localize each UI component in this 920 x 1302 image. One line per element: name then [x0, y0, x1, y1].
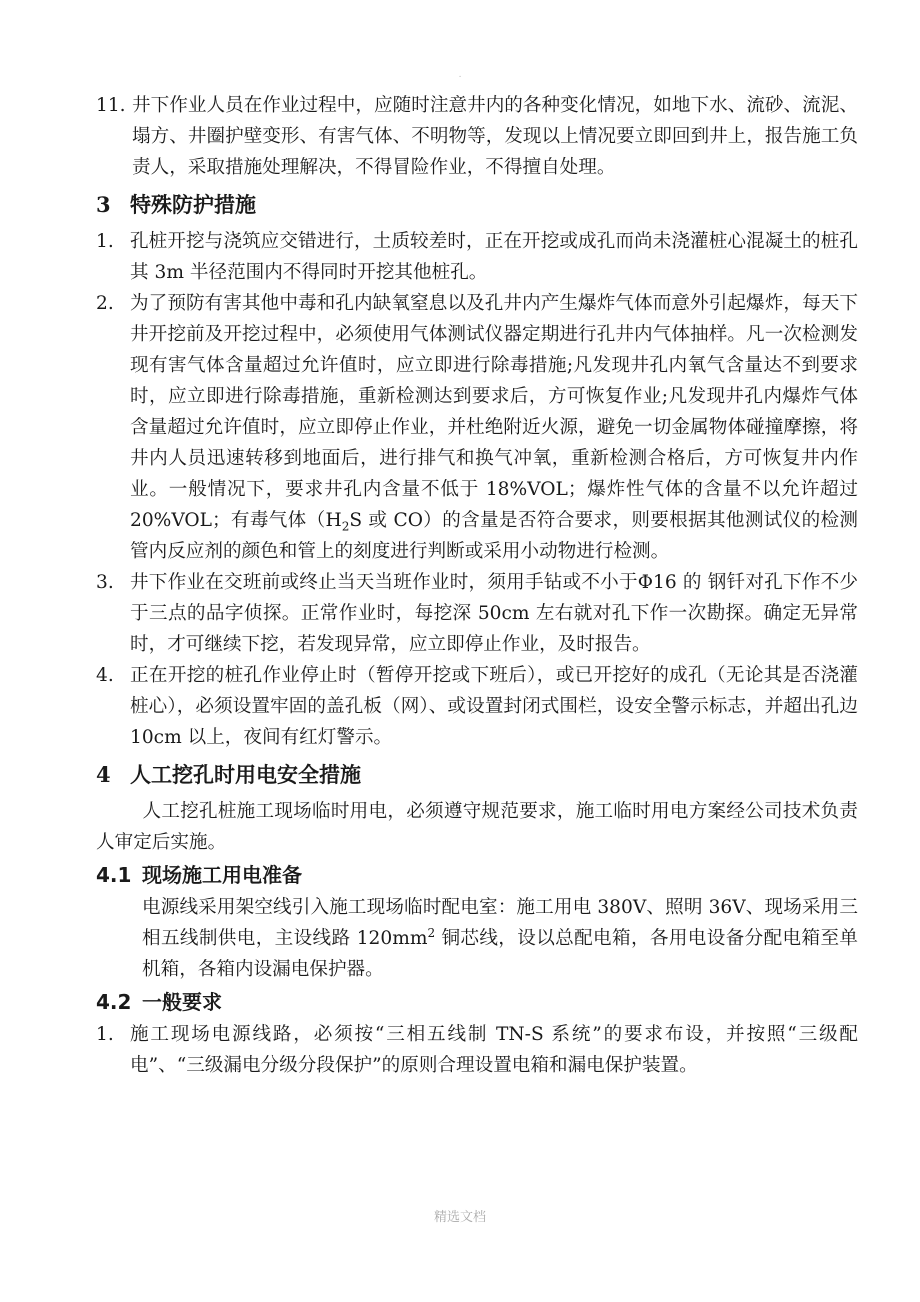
list-item — [96, 660, 858, 753]
page-footer: 精选文档 — [433, 1210, 486, 1225]
section-title: 一般要求 — [142, 990, 222, 1014]
section-title: 人工挖孔时用电安全措施 — [130, 762, 361, 787]
paragraph-part: 铜芯线，设以总配电箱，各用电设备分配电箱至单机箱，各箱内设漏电保护器。 — [142, 928, 858, 980]
list-item — [96, 226, 858, 288]
section-number: 4 — [96, 762, 111, 787]
section-4-heading — [96, 756, 858, 794]
section-4-1-paragraph — [96, 892, 858, 985]
list-number: 3. — [96, 572, 114, 593]
section-number: 3 — [96, 192, 111, 217]
section-3-heading — [96, 186, 858, 224]
subscript: 2 — [341, 519, 350, 534]
header-mark: . — [458, 70, 462, 80]
list-number: 2. — [96, 293, 114, 314]
section-title: 特殊防护措施 — [130, 192, 256, 217]
section-number: 4.2 — [96, 990, 132, 1014]
list-item — [96, 567, 858, 660]
superscript: 2 — [427, 925, 436, 940]
list-text: 施工现场电源线路，必须按“三相五线制 TN-S 系统”的要求布设，并按照“三级配电”、“三级漏电分级分段保护”的原则合理设置电箱和漏电保护装置。 — [130, 1024, 858, 1076]
list-text-part: S 或 CO）的含量是否符合要求，则要根据其他测试仪的检测管内反应剂的颜色和管上的刻度进行判断或采用小动物进行检测。 — [130, 510, 858, 562]
list-text: 井下作业人员在作业过程中，应随时注意井内的各种变化情况，如地下水、流砂、流泥、塌方、井圈护壁变形、有害气体、不明物等，发现以上情况要立即回到井上，报告施工负责人，采取措施处理解决，不得冒险作业，不得擅自处理。 — [132, 95, 858, 178]
list-item — [96, 288, 858, 567]
list-text: 井下作业在交班前或终止当天当班作业时，须用手钻或不小于Φ16 的 钢钎对孔下作不少于三点的品字侦探。正常作业时，每挖深 50cm 左右就对孔下作一次勘探。确定无异常时，才可继续下挖，若发现异常，应立即停止作业，及时报告。 — [130, 572, 858, 655]
section-4-2-heading — [96, 985, 858, 1019]
list-text — [130, 288, 858, 567]
section-4-1-heading — [96, 858, 858, 892]
paragraph-part: 电源线采用架空线引入施工现场临时配电室：施工用电 380V、照明 36V、现场采用三相五线制供电，主设线路 120mm — [142, 897, 858, 949]
section-title: 现场施工用电准备 — [142, 863, 302, 887]
section-number: 4.1 — [96, 863, 132, 887]
list-text: 正在开挖的桩孔作业停止时（暂停开挖或下班后），或已开挖好的成孔（无论其是否浇灌桩心），必须设置牢固的盖孔板（网）、或设置封闭式围栏，设安全警示标志，并超出孔边 10cm 以上，夜间有红灯警示。 — [130, 665, 858, 748]
section-4-paragraph: 人工挖孔桩施工现场临时用电，必须遵守规范要求，施工临时用电方案经公司技术负责人审定后实施。 — [96, 801, 858, 853]
list-item — [96, 1019, 858, 1081]
list-text: 孔桩开挖与浇筑应交错进行，土质较差时，正在开挖或成孔而尚未浇灌桩心混凝土的桩孔其 3m 半径范围内不得同时开挖其他桩孔。 — [130, 231, 858, 283]
list-number: 1. — [96, 1024, 114, 1045]
list-number: 1. — [96, 231, 114, 252]
list-item-11 — [96, 90, 858, 183]
list-text-part: 为了预防有害其他中毒和孔内缺氧窒息以及孔井内产生爆炸气体而意外引起爆炸，每天下井开挖前及开挖过程中，必须使用气体测试仪器定期进行孔井内气体抽样。凡一次检测发现有害气体含量超过允许值时，应立即进行除毒措施;凡发现井孔内氧气含量达不到要求时，应立即进行除毒措施，重新检测达到要求后，方可恢复作业;凡发现井孔内爆炸气体含量超过允许值时，应立即停止作业，并杜绝附近火源，避免一切金属物体碰撞摩擦，将井内人员迅速转移到地面后，进行排气和换气冲氧，重新检测合格后，方可恢复井内作业。一般情况下，要求井孔内含量不低于 18%VOL；爆炸性气体的含量不以允许超过 20%VOL；有毒气体（H — [130, 293, 858, 531]
list-number: 11. — [96, 95, 126, 116]
list-number: 4. — [96, 665, 114, 686]
page-content — [96, 90, 858, 1081]
